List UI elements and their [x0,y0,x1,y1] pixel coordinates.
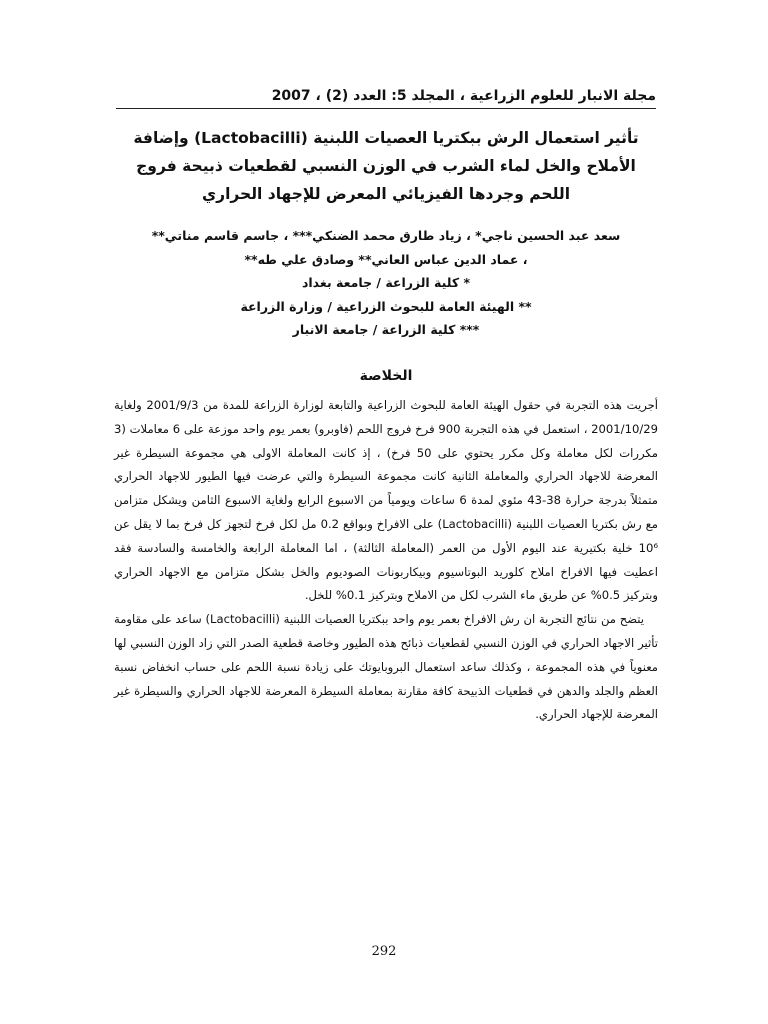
abstract-heading: الخلاصة [359,368,413,384]
author-block [116,224,656,342]
affiliation-3: *** كلية الزراعة / جامعة الانبار [292,322,480,337]
abstract-body [114,394,658,727]
affiliation-1: * كلية الزراعة / جامعة بغداد [301,275,471,290]
affiliation-2: ** الهيئة العامة للبحوث الزراعية / وزارة الزراعة [240,298,532,314]
paper-title: تأثير استعمال الرش ببكتريا العصيات اللبنية (Lactobacilli) وإضافة الأملاح والخل لماء الشرب في الوزن النسبي لقطعيات ذبيحة فروج اللحم وجردها الفيزيائي المعرض للإجهاد الحراري [133,129,639,203]
page-number: 292 [371,944,397,959]
abstract-paragraph-1: أجريت هذه التجربة في حقول الهيئة العامة للبحوث الزراعية والتابعة لوزارة الزراعة للمدة من 2001/9/3 ولغاية 2001/10/29 ، استعمل في هذه التجربة 900 فرخ فروج اللحم (فاوبرو) بعمر يوم واحد موزعة على 6 معاملات (3 مكررات لكل معاملة وكل مكرر يحتوي على 50 فرخ) ، إذ كانت المعاملة الاولى هي مجموعة السيطرة غير المعرضة للاجهاد الحراري والمعاملة الثانية كانت مجموعة السيطرة والتي عرضت فيها الطيور للاجهاد الحراري متمثلاً بدرجة حرارة 38-43 مئوي لمدة 6 ساعات ويومياً من الاسبوع الرابع ولغاية الاسبوع الثامن ويشكل متزامن مع رش بكتريا العصيات اللبنية (Lactobacilli) على الافراخ وبواقع 0.2 مل لكل فرخ لتجهز كل فرخ بما لا يقل عن 10⁶ خلية بكتيرية عند اليوم الأول من العمر (المعاملة الثالثة) ، اما المعاملة الرابعة والخامسة والسادسة فقد اعطيت فيها الافراخ املاح كلوريد البوتاسيوم وبيكاربونات الصوديوم والخل بشكل متزامن مع الاجهاد الحراري وبتركيز 0.5% عن طريق ماء الشرب لكل من الاملاح وبتركيز 0.1% للخل. [114,398,658,603]
authors-line-2: ، عماد الدين عباس العاني** وصادق علي طه** [244,251,528,267]
journal-header: مجلة الانبار للعلوم الزراعية ، المجلد 5: العدد (2) ، 2007 [116,88,656,109]
authors-line-1: سعد عبد الحسين ناجي* ، زياد طارق محمد الضنكي*** ، جاسم قاسم مناتي** [151,228,621,243]
abstract-paragraph-2: يتضح من نتائج التجربة ان رش الافراخ بعمر يوم واحد ببكتريا العصيات اللبنية (Lactobacilli) ساعد على مقاومة تأثير الاجهاد الحراري في الوزن النسبي لقطعيات ذبائح هذه الطيور وخاصة قطعية الصدر التي زاد الوزن النسبي لها معنوياً في هذه المجموعة ، وكذلك ساعد استعمال البروبايوتك على زيادة نسبة اللحم على حساب انخفاض نسبة العظم والجلد والدهن في قطعيات الذبيحة كافة مقارنة بمعاملة السيطرة المعرضة للاجهاد الحراري والسيطرة غير المعرضة للإجهاد الحراري. [114,612,658,722]
